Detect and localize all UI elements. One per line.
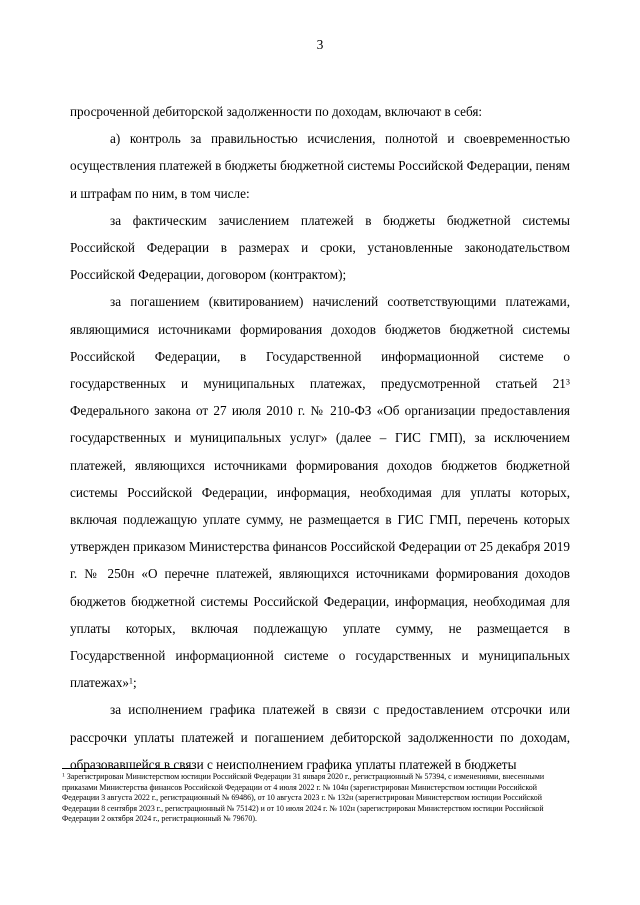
footnote-marker: 1 bbox=[62, 772, 65, 779]
article-superscript: 3 bbox=[565, 377, 570, 387]
paragraph-1: просроченной дебиторской задолженности по доходам, включают в себя: bbox=[70, 104, 483, 119]
document-body bbox=[70, 98, 570, 778]
footnote-body-text: Зарегистрирован Министерством юстиции Российской Федерации 31 января 2020 г., регистрационный № 57394, с изменениями, внесенными приказами Министерства финансов Российской Федерации от 4 июля 2022 г. № 104н (зарегистрирован Министерством юстиции Российской Федерации 3 августа 2022 г., регистрационный № 69486), от 10 августа 2023 г. № 132н (зарегистрирован Министерством юстиции Российской Федерации 8 сентября 2023 г., регистрационный № 75142) и от 10 июля 2024 г. № 102н (зарегистрирован Министерством юстиции Российской Федерации 2 октября 2024 г., регистрационный № 79670). bbox=[62, 772, 545, 824]
footnote-reference-superscript[interactable]: 1 bbox=[128, 676, 134, 686]
paragraph-3: за фактическим зачислением платежей в бюджеты бюджетной системы Российской Федерации в размерах и сроки, установленные законодательством Российской Федерации, договором (контрактом); bbox=[70, 212, 570, 283]
paragraph-4 bbox=[70, 288, 570, 696]
paragraph-4-segment-1: за погашением (квитированием) начислений соответствующими платежами, являющимися источниками формирования доходов бюджетов бюджетной системы Российской Федерации, в Государственной информационной системе о государственных и муниципальных платежах, предусмотренной статьей 21 bbox=[70, 294, 570, 392]
paragraph-4-segment-2: Федерального закона от 27 июля 2010 г. № 210-ФЗ «Об организации предоставления государственных и муниципальных услуг» (далее – ГИС ГМП), за исключением платежей, являющихся источниками формирования доходов бюджетов бюджетной системы Российской Федерации, информация, необходимая для уплаты которых, включая подлежащую уплате сумму, не размещается в ГИС ГМП, перечень которых утвержден приказом Министерства финансов Российской Федерации от 25 декабря 2019 г. № 250н «О перечне платежей, являющихся источниками формирования доходов бюджетов бюджетной системы Российской Федерации, информация, необходимая для уплаты которых, включая подлежащую уплате сумму, не размещается в Государственной информационной системе о государственных и муниципальных платежах» bbox=[70, 403, 570, 691]
footnote-separator-rule bbox=[62, 768, 194, 769]
paragraph-4-segment-3: ; bbox=[133, 675, 137, 691]
footnote-1 bbox=[62, 772, 574, 825]
paragraph-2: а) контроль за правильностью исчисления, полнотой и своевременностью осуществления платежей в бюджеты бюджетной системы Российской Федерации, пеням и штрафам по ним, в том числе: bbox=[70, 131, 570, 201]
page-number: 3 bbox=[316, 37, 324, 52]
footnote-section bbox=[62, 768, 574, 825]
paragraph-5: за исполнением графика платежей в связи с предоставлением отсрочки или рассрочки уплаты платежей и погашением дебиторской задолженности по доходам, образовавшейся в связи с неисполнением графика уплаты платежей в бюджеты bbox=[70, 702, 570, 772]
